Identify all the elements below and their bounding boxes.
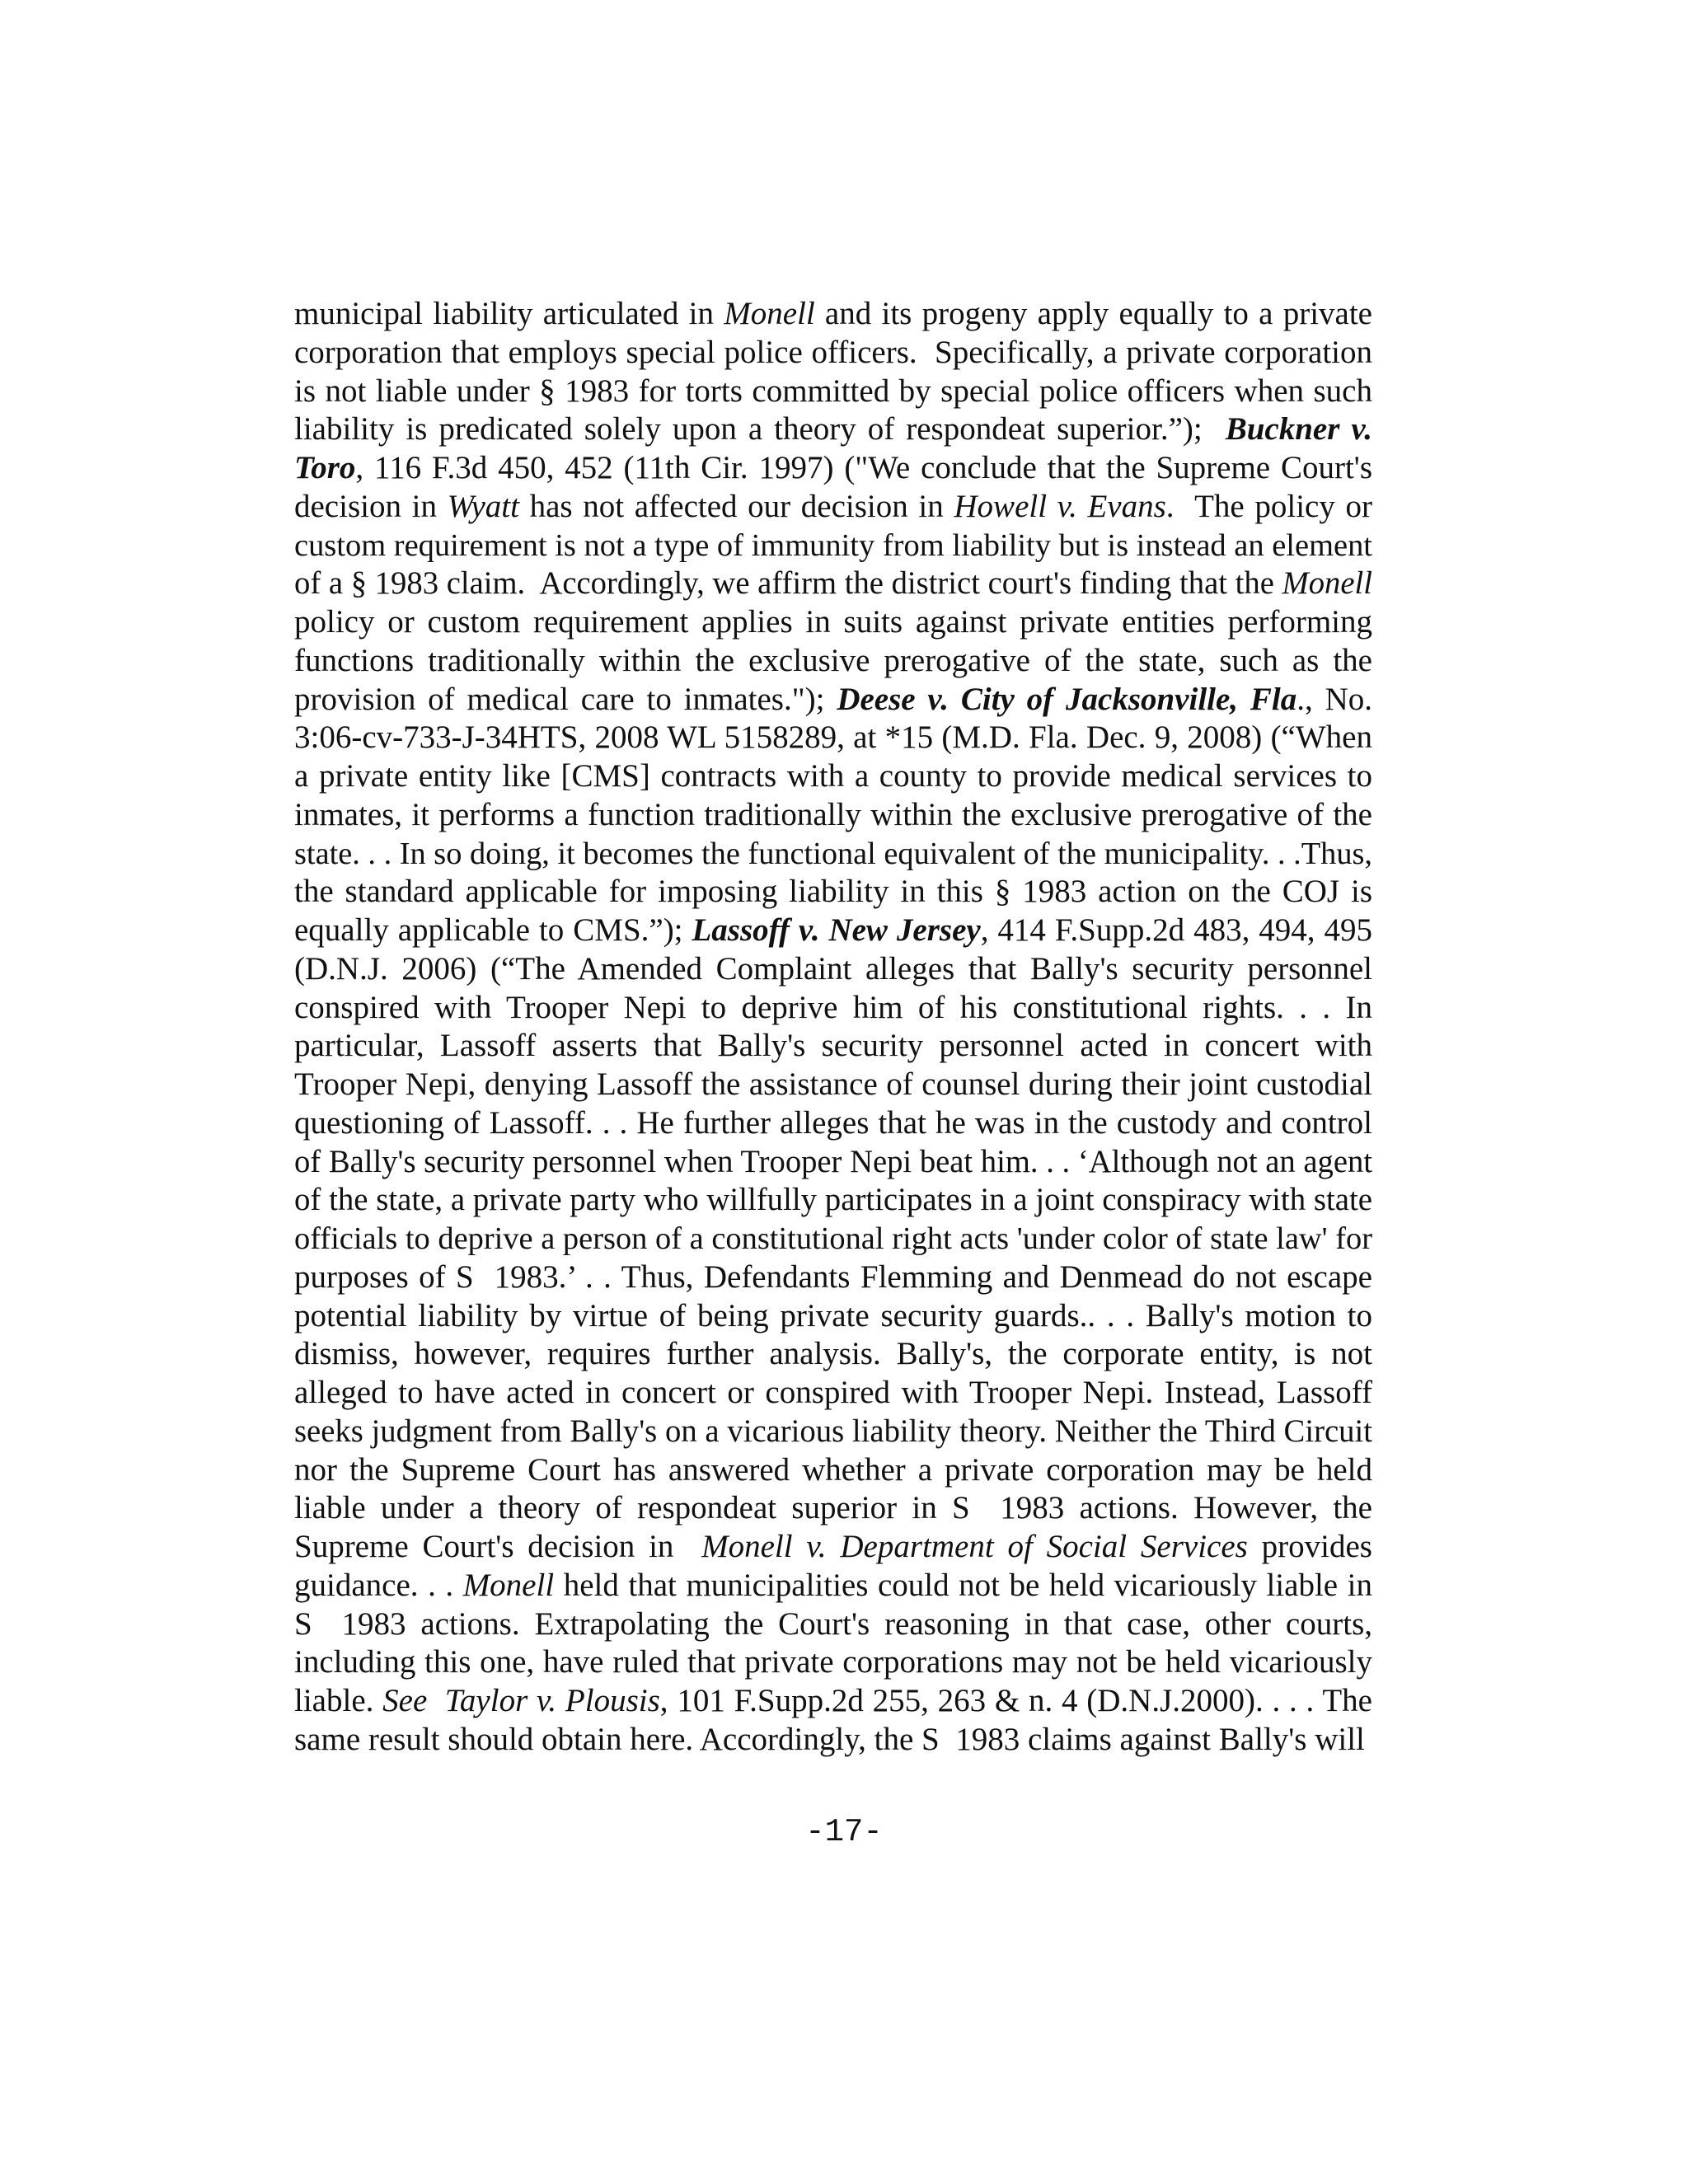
text-line: [294, 373, 1372, 411]
body-text: [294, 295, 1372, 1760]
text-run: conspired with Trooper Nepi to deprive him of his constitutional rights. . . In: [294, 989, 1372, 1025]
case-citation: Wyatt: [447, 488, 519, 524]
text-line: [294, 334, 1372, 373]
case-citation: See Taylor v. Plousis: [382, 1683, 660, 1718]
text-run: functions traditionally within the exclusive prerogative of the state, such as the: [294, 642, 1372, 678]
text-line: [294, 449, 1372, 488]
text-run: liable under a theory of respondeat superior in S 1983 actions. However, the: [294, 1490, 1372, 1526]
text-run: custom requirement is not a type of immunity from liability but is instead an element: [294, 527, 1372, 563]
text-run: potential liability by virtue of being private security guards.. . . Bally's motion to: [294, 1297, 1372, 1333]
text-run: seeks judgment from Bally's on a vicarious liability theory. Neither the Third Circuit: [294, 1413, 1372, 1449]
text-line: [294, 642, 1372, 681]
text-line: [294, 1143, 1372, 1182]
text-run: S 1983 actions. Extrapolating the Court's reasoning in that case, other courts,: [294, 1605, 1372, 1642]
case-citation: Monell: [724, 296, 815, 331]
case-citation: Toro: [294, 450, 356, 485]
text-run: liable.: [294, 1683, 383, 1718]
text-run: the standard applicable for imposing liability in this § 1983 action on the COJ is: [294, 874, 1372, 910]
text-line: [294, 1374, 1372, 1413]
text-run: state. . . In so doing, it becomes the functional equivalent of the municipality. . .Thus,: [294, 836, 1372, 871]
text-run: , 116 F.3d 450, 452 (11th Cir. 1997) ("We conclude that the Supreme Court's: [355, 450, 1372, 485]
text-run: and its progeny apply equally to a private: [814, 296, 1372, 331]
text-run: decision in: [294, 488, 448, 524]
text-run: alleged to have acted in concert or conspired with Trooper Nepi. Instead, Lassoff: [294, 1375, 1372, 1410]
text-line: [294, 1066, 1372, 1104]
text-run: including this one, have ruled that private corporations may not be held vicariously: [294, 1644, 1372, 1680]
text-run: guidance. . .: [294, 1567, 463, 1603]
text-line: [294, 1335, 1372, 1374]
case-citation: Monell v. Department of Social Services: [701, 1529, 1248, 1564]
text-line: [294, 565, 1372, 603]
text-run: provides: [1247, 1529, 1372, 1564]
page-number: -17-: [805, 1814, 883, 1850]
text-line: [294, 1027, 1372, 1066]
text-line: [294, 796, 1372, 835]
text-run: 3:06-cv-733-J-34HTS, 2008 WL 5158289, at *15 (M.D. Fla. Dec. 9, 2008) (“When: [294, 719, 1372, 756]
text-run: particular, Lassoff asserts that Bally's security personnel acted in concert with: [294, 1028, 1372, 1064]
text-run: ., No.: [1296, 681, 1372, 717]
text-line: [294, 1682, 1372, 1721]
case-citation: Monell: [462, 1567, 555, 1603]
text-line: [294, 1413, 1372, 1451]
text-line: [294, 719, 1372, 757]
text-run: corporation that employs special police officers. Specifically, a private corporation: [294, 334, 1372, 370]
text-run: a private entity like [CMS] contracts with a county to provide medical services to: [294, 758, 1372, 794]
text-run: , 414 F.Supp.2d 483, 494, 495: [980, 912, 1373, 948]
text-run: is not liable under § 1983 for torts committed by special police officers when such: [294, 373, 1372, 409]
text-line: [294, 488, 1372, 527]
text-run: nor the Supreme Court has answered whether a private corporation may be held: [294, 1451, 1372, 1488]
text-run: inmates, it performs a function traditionally within the exclusive prerogative of the: [294, 796, 1372, 832]
text-line: [294, 1489, 1372, 1528]
text-line: [294, 757, 1372, 796]
text-run: municipal liability articulated in: [294, 296, 724, 331]
text-line: [294, 681, 1372, 719]
text-run: policy or custom requirement applies in suits against private entities performing: [294, 604, 1372, 640]
text-run: of a § 1983 claim. Accordingly, we affirm the district court's finding that the: [294, 566, 1282, 602]
text-line: [294, 1104, 1372, 1143]
text-line: [294, 603, 1372, 642]
text-run: questioning of Lassoff. . . He further alleges that he was in the custody and control: [294, 1104, 1372, 1141]
text-run: , 101 F.Supp.2d 255, 263 & n. 4 (D.N.J.2000). . . . The: [659, 1683, 1372, 1718]
text-line: [294, 1181, 1372, 1220]
text-run: provision of medical care to inmates.");: [294, 681, 837, 717]
text-run: purposes of S 1983.’ . . Thus, Defendants Flemming and Denmead do not escape: [294, 1258, 1372, 1295]
text-run: held that municipalities could not be held vicariously liable in: [554, 1567, 1372, 1603]
text-run: Trooper Nepi, denying Lassoff the assistance of counsel during their joint custodial: [294, 1066, 1372, 1102]
text-line: [294, 295, 1372, 334]
text-run: same result should obtain here. Accordingly, the S 1983 claims against Bally's will: [294, 1721, 1365, 1757]
text-line: [294, 950, 1372, 989]
text-line: [294, 912, 1372, 950]
text-line: [294, 1528, 1372, 1567]
case-citation: Deese v. City of Jacksonville, Fla: [837, 681, 1297, 717]
text-line: [294, 1721, 1372, 1760]
text-line: [294, 989, 1372, 1028]
text-line: [294, 873, 1372, 912]
text-run: equally applicable to CMS.”);: [294, 912, 692, 948]
text-run: of Bally's security personnel when Trooper Nepi beat him. . . ‘Although not an agent: [294, 1144, 1372, 1179]
text-run: Supreme Court's decision in: [294, 1529, 702, 1564]
text-run: (D.N.J. 2006) (“The Amended Complaint alleges that Bally's security personnel: [294, 950, 1372, 987]
text-line: [294, 1605, 1372, 1644]
text-run: dismiss, however, requires further analysis. Bally's, the corporate entity, is not: [294, 1336, 1372, 1372]
case-citation: Monell: [1282, 566, 1372, 602]
text-line: [294, 1297, 1372, 1336]
text-line: [294, 410, 1372, 449]
text-line: [294, 1567, 1372, 1605]
text-line: [294, 1258, 1372, 1297]
text-run: liability is predicated solely upon a theory of respondeat superior.”);: [294, 411, 1226, 448]
text-line: [294, 835, 1372, 874]
case-citation: Buckner v.: [1225, 411, 1372, 448]
text-run: officials to deprive a person of a constitutional right acts 'under color of state law' for: [294, 1221, 1372, 1256]
text-line: [294, 527, 1372, 565]
text-run: of the state, a private party who willfully participates in a joint conspiracy with state: [294, 1182, 1372, 1218]
text-run: . The policy or: [1165, 488, 1372, 524]
text-run: has not affected our decision in: [518, 488, 954, 524]
case-citation: Lassoff v. New Jersey: [692, 912, 981, 948]
text-line: [294, 1220, 1372, 1258]
case-citation: Howell v. Evans: [954, 488, 1166, 524]
text-line: [294, 1643, 1372, 1682]
text-line: [294, 1451, 1372, 1490]
